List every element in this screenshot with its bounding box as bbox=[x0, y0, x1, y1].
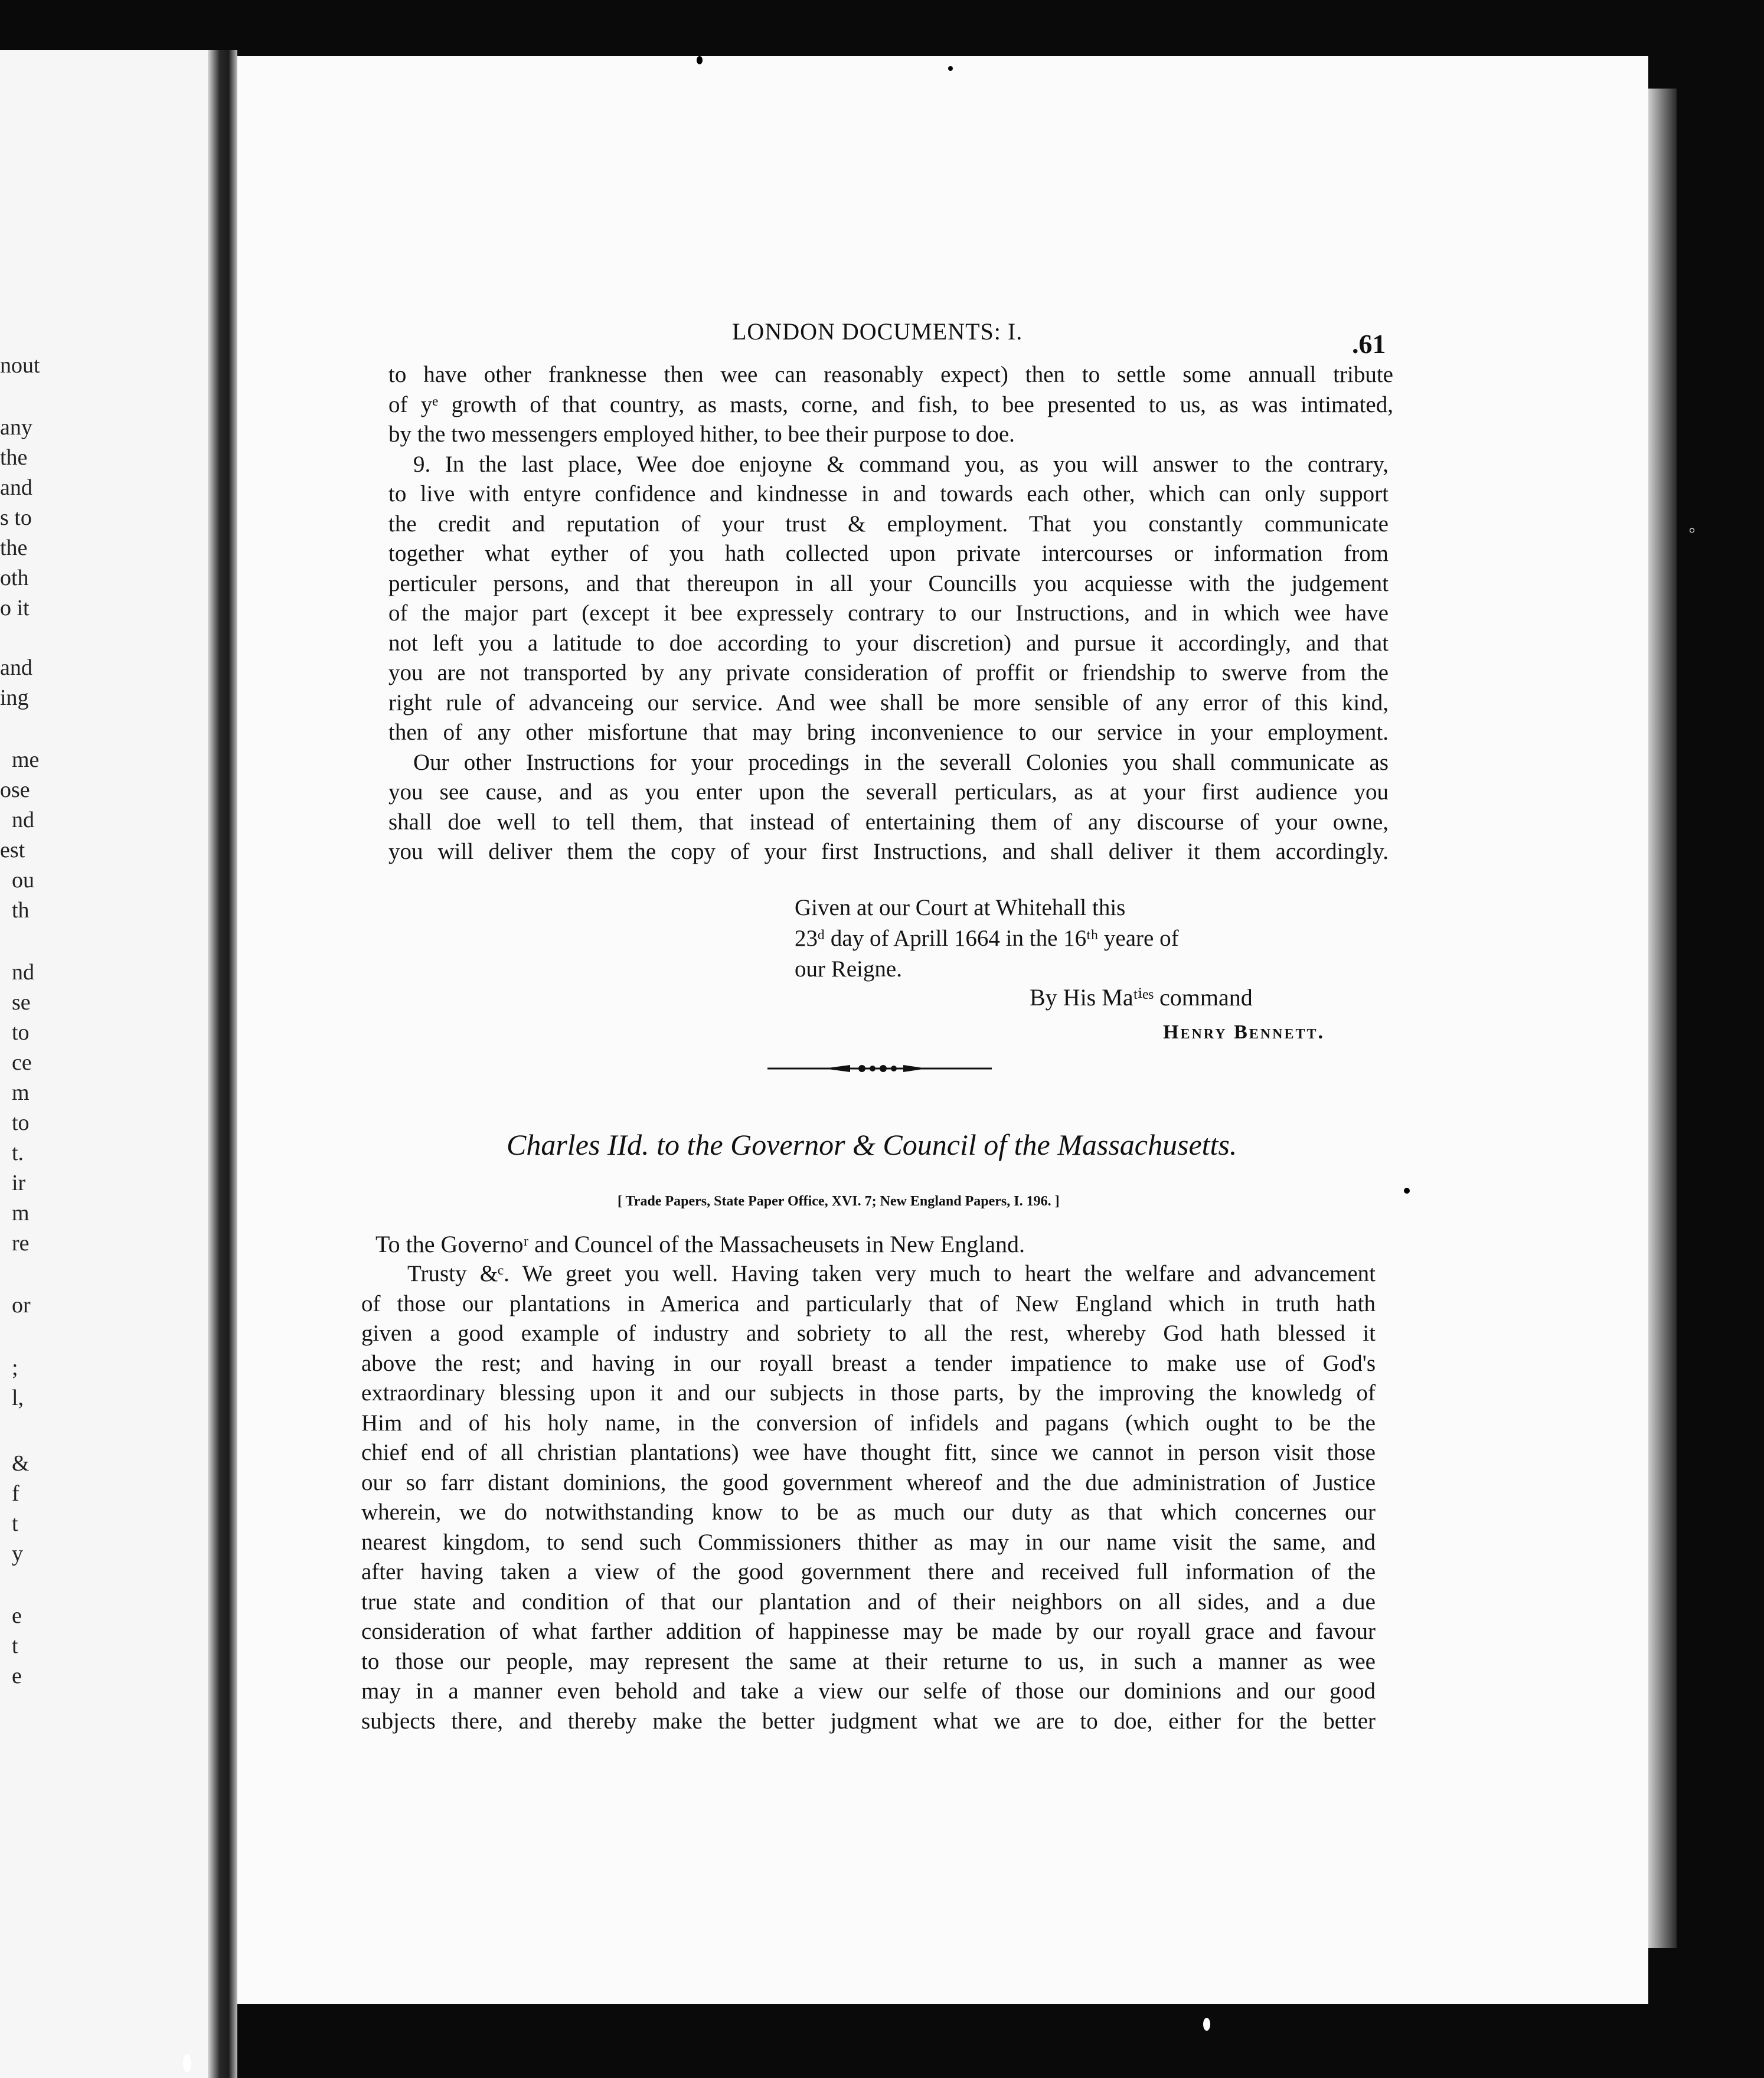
left-page-fragment: t bbox=[12, 1633, 18, 1658]
left-page-fragment: or bbox=[12, 1293, 31, 1318]
scan-speck bbox=[948, 66, 953, 71]
text-line: nearest kingdom, to send such Commissioners thither as may in our name visit the same, and bbox=[361, 1529, 1376, 1555]
source-citation: [ Trade Papers, State Paper Office, XVI. 7; New England Papers, I. 196. ] bbox=[618, 1194, 1060, 1209]
left-page-fragment: and bbox=[0, 655, 32, 680]
document-title: Charles IId. to the Governor & Council of the Massachusetts. bbox=[507, 1128, 1237, 1161]
left-page-fragment: any bbox=[0, 415, 32, 440]
text-line: above the rest; and having in our royall breast a tender impatience to make use of God's bbox=[361, 1350, 1376, 1376]
text-line: to have other franknesse then wee can reasonably expect) then to settle some annuall tribute bbox=[388, 362, 1393, 387]
text-line: by the two messengers employed hither, to bee their purpose to doe. bbox=[388, 422, 1015, 447]
left-page-fragment: ; bbox=[12, 1355, 18, 1380]
left-page-fragment: m bbox=[12, 1201, 30, 1226]
left-page-fragment: the bbox=[0, 445, 28, 470]
text-line: Our other Instructions for your procedings in the severall Colonies you shall communicate as bbox=[413, 749, 1389, 775]
left-page-fragment: to bbox=[12, 1110, 30, 1135]
scan-speck bbox=[1203, 2018, 1210, 2031]
page-edge bbox=[1648, 89, 1677, 1948]
left-page-fragment: to bbox=[12, 1020, 30, 1045]
left-page-fragment: ce bbox=[12, 1050, 32, 1075]
left-page-fragment: re bbox=[12, 1231, 30, 1256]
signature-command: By His Maᵗⁱᵉˢ command bbox=[1030, 984, 1253, 1011]
dateline-line: our Reigne. bbox=[795, 956, 902, 982]
left-page-fragment: ou bbox=[12, 868, 34, 893]
dateline-line: 23ᵈ day of Aprill 1664 in the 16ᵗʰ yeare of bbox=[795, 926, 1179, 951]
text-line: you see cause, and as you enter upon the severall perticulars, as at your first audience you bbox=[388, 779, 1389, 805]
text-line: not left you a latitude to doe according to your discretion) and pursue it accordingly, and that bbox=[388, 630, 1389, 656]
left-page-fragment: ir bbox=[12, 1171, 26, 1195]
text-line: of the major part (except it bee expressely contrary to our Instructions, and in which wee have bbox=[388, 600, 1389, 626]
text-line: 9. In the last place, Wee doe enjoyne & command you, as you will answer to the contrary, bbox=[413, 451, 1389, 477]
left-page-fragment: th bbox=[12, 898, 30, 923]
text-line: true state and condition of that our plantation and of their neighbors on all sides, and a due bbox=[361, 1589, 1376, 1615]
text-line: extraordinary blessing upon it and our subjects in those parts, by the improving the knowledg of bbox=[361, 1380, 1376, 1406]
text-line: our so farr distant dominions, the good government whereof and the due administration of Justice bbox=[361, 1469, 1376, 1495]
text-line: Trusty &ᶜ. We greet you well. Having taken very much to heart the welfare and advancement bbox=[407, 1261, 1376, 1286]
left-page-fragment: & bbox=[12, 1451, 30, 1476]
left-page-fragment: and bbox=[0, 475, 32, 500]
left-page-fragment: ose bbox=[0, 777, 30, 802]
dateline-line: Given at our Court at Whitehall this bbox=[795, 895, 1126, 920]
running-head: LONDON DOCUMENTS: I. bbox=[732, 318, 1023, 345]
left-page-fragment: t bbox=[12, 1511, 18, 1536]
text-line: the credit and reputation of your trust & employment. That you constantly communicate bbox=[388, 511, 1389, 537]
left-page-fragment: o it bbox=[0, 596, 30, 620]
address-line: To the Governoʳ and Councel of the Massacheusets in New England. bbox=[375, 1231, 1025, 1257]
text-line: together what eyther of you hath collected upon private intercourses or information from bbox=[388, 541, 1389, 566]
scan-speck bbox=[1404, 1188, 1410, 1194]
text-line: wherein, we do notwithstanding know to be as much our duty as that which concernes our bbox=[361, 1499, 1376, 1525]
text-line: may in a manner even behold and take a view our selfe of those our dominions and our good bbox=[361, 1678, 1376, 1704]
text-line: to those our people, may represent the same at their returne to us, in such a manner as wee bbox=[361, 1648, 1376, 1674]
text-line: chief end of all christian plantations) wee have thought fitt, since we cannot in person visit those bbox=[361, 1440, 1376, 1465]
scan-speck bbox=[183, 2054, 191, 2072]
signature-name: Henry Bennett. bbox=[1163, 1021, 1325, 1043]
left-page-fragment: e bbox=[12, 1664, 22, 1688]
left-page-fragment: me bbox=[12, 747, 40, 772]
left-page-fragment: nd bbox=[12, 960, 34, 985]
text-line: subjects there, and thereby make the better judgment what we are to doe, either for the better bbox=[361, 1708, 1376, 1734]
left-page-fragment: ing bbox=[0, 685, 29, 710]
scan-speck bbox=[697, 56, 703, 64]
left-page-fragment: f bbox=[12, 1481, 19, 1506]
ornament-divider bbox=[767, 1061, 992, 1076]
text-line: then of any other misfortune that may bring inconvenience to our service in your employment. bbox=[388, 720, 1389, 745]
text-line: to live with entyre confidence and kindnesse in and towards each other, which can only support bbox=[388, 481, 1389, 507]
text-line: consideration of what farther addition of happinesse may be made by our royall grace and favour bbox=[361, 1619, 1376, 1644]
left-page-fragment: oth bbox=[0, 566, 29, 590]
left-page-fragment: t. bbox=[12, 1141, 24, 1165]
left-page-fragment: est bbox=[0, 838, 25, 862]
left-page-fragment: e bbox=[12, 1603, 22, 1628]
text-line: perticuler persons, and that thereupon in all your Councills you acquiesse with the judgement bbox=[388, 570, 1389, 596]
left-page-fragment: m bbox=[12, 1080, 30, 1105]
left-page-fragment: y bbox=[12, 1541, 23, 1566]
text-line: right rule of advanceing our service. And wee shall be more sensible of any error of this kind, bbox=[388, 690, 1389, 715]
left-page-fragment: se bbox=[12, 990, 31, 1015]
text-line: you will deliver them the copy of your first Instructions, and shall deliver it them accordingly. bbox=[388, 839, 1389, 864]
left-page-fragment: s to bbox=[0, 505, 32, 530]
text-line: Him and of his holy name, in the conversion of infidels and pagans (which ought to be the bbox=[361, 1410, 1376, 1436]
left-page-fragment: nd bbox=[12, 808, 34, 832]
left-page-fragment: the bbox=[0, 535, 28, 560]
left-page-fragment: l, bbox=[12, 1386, 24, 1410]
book-gutter bbox=[208, 50, 237, 2078]
text-line: of yᵉ growth of that country, as masts, corne, and fish, to bee presented to us, as was intimated, bbox=[388, 391, 1393, 417]
left-page-fragment: nout bbox=[0, 353, 40, 378]
text-line: you are not transported by any private consideration of proffit or friendship to swerve from the bbox=[388, 660, 1389, 685]
text-line: given a good example of industry and sobriety to all the rest, whereby God hath blessed it bbox=[361, 1321, 1376, 1346]
page-number: .61 bbox=[1352, 329, 1386, 359]
text-line: after having taken a view of the good government there and received full information of the bbox=[361, 1559, 1376, 1584]
text-line: shall doe well to tell them, that instead of entertaining them of any discourse of your owne, bbox=[388, 809, 1389, 835]
text-line: of those our plantations in America and particularly that of New England which in truth hath bbox=[361, 1290, 1376, 1316]
margin-mark: ◦ bbox=[1688, 520, 1696, 541]
